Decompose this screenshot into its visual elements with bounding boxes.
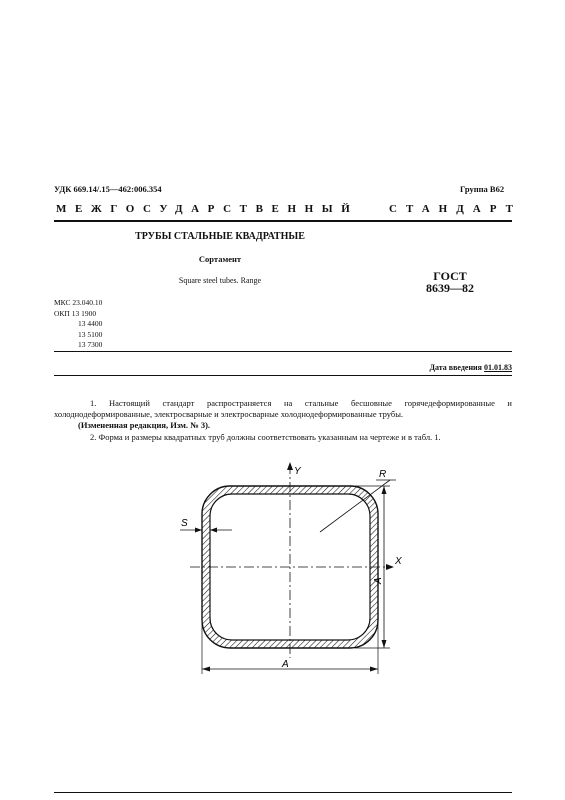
udk-code: УДК 669.14/.15—462:006.354 (54, 184, 162, 194)
classification-codes (54, 298, 102, 351)
gost-label: ГОСТ (433, 269, 467, 283)
edition-note: (Измененная редакция, Изм. № 3). (78, 420, 211, 430)
page-bottom-rule (54, 792, 512, 793)
group-code: Группа В62 (460, 184, 505, 194)
radius-label: R (379, 469, 387, 480)
paragraph-scope: 1. Настоящий стандарт распространяется на стальные бесшовные горячедеформированные и холоднодеформированные, электросварные и электросварные холоднодеформированные трубы. (54, 398, 512, 419)
gost-number: 8639—82 (426, 281, 474, 295)
mks-code: МКС 23.040.10 (54, 298, 103, 307)
banner-word-standard: СТАНДАРТ (389, 203, 522, 215)
y-axis-arrow (287, 462, 293, 470)
paragraph-dimensions: 2. Форма и размеры квадратных труб должны соответствовать указанным на чертеже и в табл. 1. (90, 432, 441, 442)
width-dim-arrow-right (370, 667, 378, 672)
standard-banner (56, 203, 522, 215)
banner-word-interstate: МЕЖГОСУДАРСТВЕННЫЙ (56, 203, 359, 215)
english-title: Square steel tubes. Range (178, 276, 262, 285)
x-axis-arrow (386, 564, 394, 570)
height-label: A (373, 577, 384, 584)
intro-date-rule (54, 375, 512, 376)
width-label: A (282, 659, 289, 670)
header-rule (54, 220, 512, 222)
x-axis-label: X (395, 556, 402, 567)
width-dim-arrow-left (202, 667, 210, 672)
okp-code: 13 4400 (78, 319, 103, 328)
y-axis-label: Y (294, 466, 301, 477)
document-subtitle: Сортамент (198, 254, 242, 264)
wall-thickness-label: S (181, 518, 188, 529)
okp-code: 13 7300 (78, 340, 103, 349)
height-dim-arrow-top (382, 486, 387, 494)
title-block-rule (54, 351, 512, 352)
introduction-date (380, 363, 512, 372)
wall-dim-arrow-left (195, 528, 202, 533)
document-title: ТРУБЫ СТАЛЬНЫЕ КВАДРАТНЫЕ (135, 231, 305, 242)
okp-code: ОКП 13 1900 (54, 308, 97, 318)
intro-date-value: 01.01.83 (484, 363, 512, 372)
okp-code: 13 5100 (78, 329, 103, 339)
height-dim-arrow-bottom (382, 640, 387, 648)
intro-date-label: Дата введения (429, 363, 482, 372)
square-tube-drawing (170, 458, 420, 680)
